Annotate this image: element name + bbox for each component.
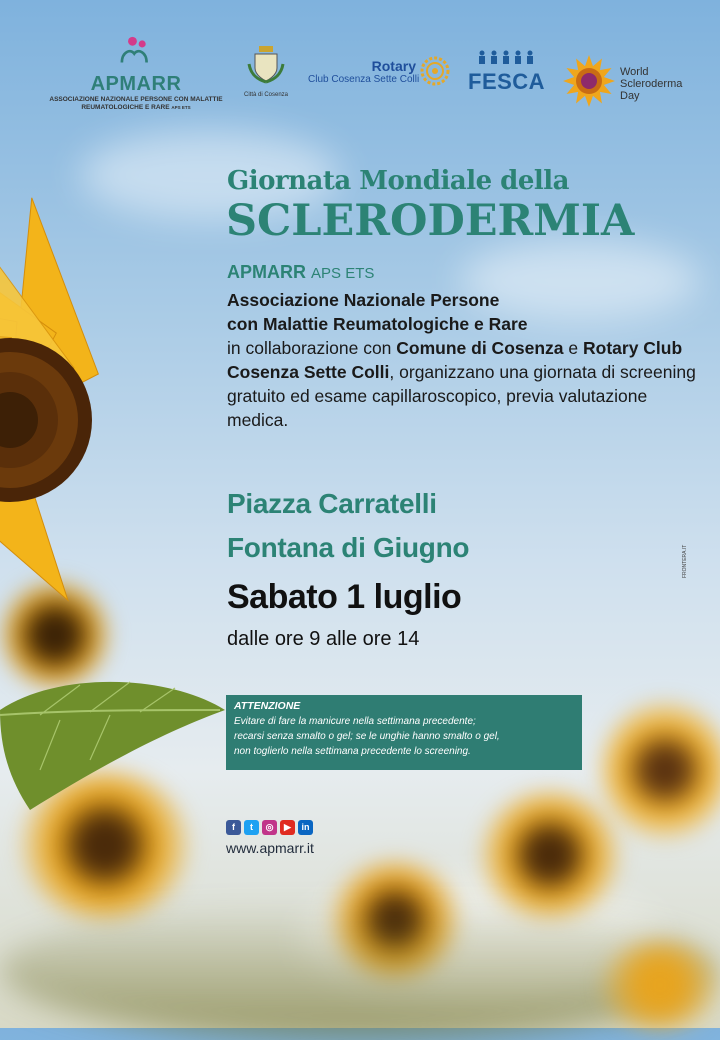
world-scleroderma-day-logo	[562, 54, 702, 113]
wsd-line2: Scleroderma	[620, 78, 683, 90]
linkedin-icon[interactable]: in	[298, 820, 313, 835]
social-icons	[226, 820, 313, 835]
leaf-illustration	[0, 670, 240, 870]
facebook-icon[interactable]: f	[226, 820, 241, 835]
headline-title: SCLERODERMIA	[226, 196, 635, 246]
organizer-suffix: APS ETS	[311, 265, 375, 282]
event-hours: dalle ore 9 alle ore 14	[227, 628, 420, 650]
instagram-icon[interactable]: ◎	[262, 820, 277, 835]
apmarr-mark-icon	[106, 36, 166, 66]
apmarr-subtitle-line2: REUMATOLOGICHE E RARE	[81, 104, 170, 111]
rotary-club-name: Club Cosenza Sette Colli	[308, 74, 420, 85]
attention-line3: non toglierlo nella settimana precedente lo screening.	[234, 746, 471, 757]
apmarr-subtitle-line1: ASSOCIAZIONE NAZIONALE PERSONE CON MALATTIE	[49, 96, 223, 103]
sunflower-illustration	[0, 190, 230, 630]
fesca-name: FESCA	[468, 69, 546, 94]
fesca-logo	[468, 50, 544, 95]
wsd-line1: World	[620, 66, 649, 78]
fesca-people-icon	[474, 50, 538, 64]
organizer-full-line1: Associazione Nazionale Persone	[227, 290, 500, 310]
apmarr-subtitle	[36, 96, 236, 112]
organizer-name	[227, 262, 374, 283]
rotary-name: Rotary	[371, 58, 416, 74]
sunflower-bokeh	[600, 940, 720, 1030]
attention-line2: recarsi senza smalto o gel; se le unghie hanno smalto o gel,	[234, 731, 500, 742]
event-place-line2: Fontana di Giugno	[227, 532, 470, 563]
wsd-line3: Day	[620, 90, 640, 102]
attention-box	[226, 695, 582, 770]
organizer-acronym: APMARR	[227, 262, 306, 282]
sunflower-bokeh	[480, 790, 620, 920]
logo-bar	[0, 30, 720, 130]
comune-name: Comune di Cosenza	[396, 338, 564, 358]
organizer-description	[227, 288, 697, 432]
designer-credit: FRONTERA.IT	[682, 544, 688, 578]
description-text-b: e	[563, 338, 583, 358]
apmarr-subtitle-suffix: APS ETS	[171, 105, 191, 110]
attention-title: ATTENZIONE	[234, 700, 301, 712]
youtube-icon[interactable]: ▶	[280, 820, 295, 835]
rotary-logo	[308, 58, 450, 85]
twitter-icon[interactable]: t	[244, 820, 259, 835]
description-text-a: in collaborazione con	[227, 338, 397, 358]
city-caption: Città di Cosenza	[243, 92, 289, 98]
event-place-line1: Piazza Carratelli	[227, 488, 437, 519]
rotary-club-mention: Rotary Club Cosenza Sette Colli	[227, 338, 683, 382]
apmarr-logo	[36, 36, 236, 112]
description-text-c: , organizzano una giornata di screening gratuito ed esame capillaroscopico, previa valutazione medica.	[227, 362, 696, 430]
coat-of-arms-icon	[245, 44, 287, 84]
website-link[interactable]: www.apmarr.it	[226, 840, 314, 856]
headline-line1: Giornata Mondiale della	[227, 166, 570, 196]
city-of-cosenza-logo	[236, 44, 296, 98]
wsd-text	[620, 66, 682, 102]
apmarr-name: APMARR	[90, 73, 182, 95]
sunflower-bokeh	[600, 700, 720, 840]
event-date: Sabato 1 luglio	[227, 578, 462, 616]
sunflower-logo-icon	[562, 54, 616, 108]
attention-line1: Evitare di fare la manicure nella settimana precedente;	[234, 716, 476, 727]
rotary-wheel-icon	[420, 56, 450, 86]
organizer-full-line2: con Malattie Reumatologiche e Rare	[227, 314, 528, 334]
